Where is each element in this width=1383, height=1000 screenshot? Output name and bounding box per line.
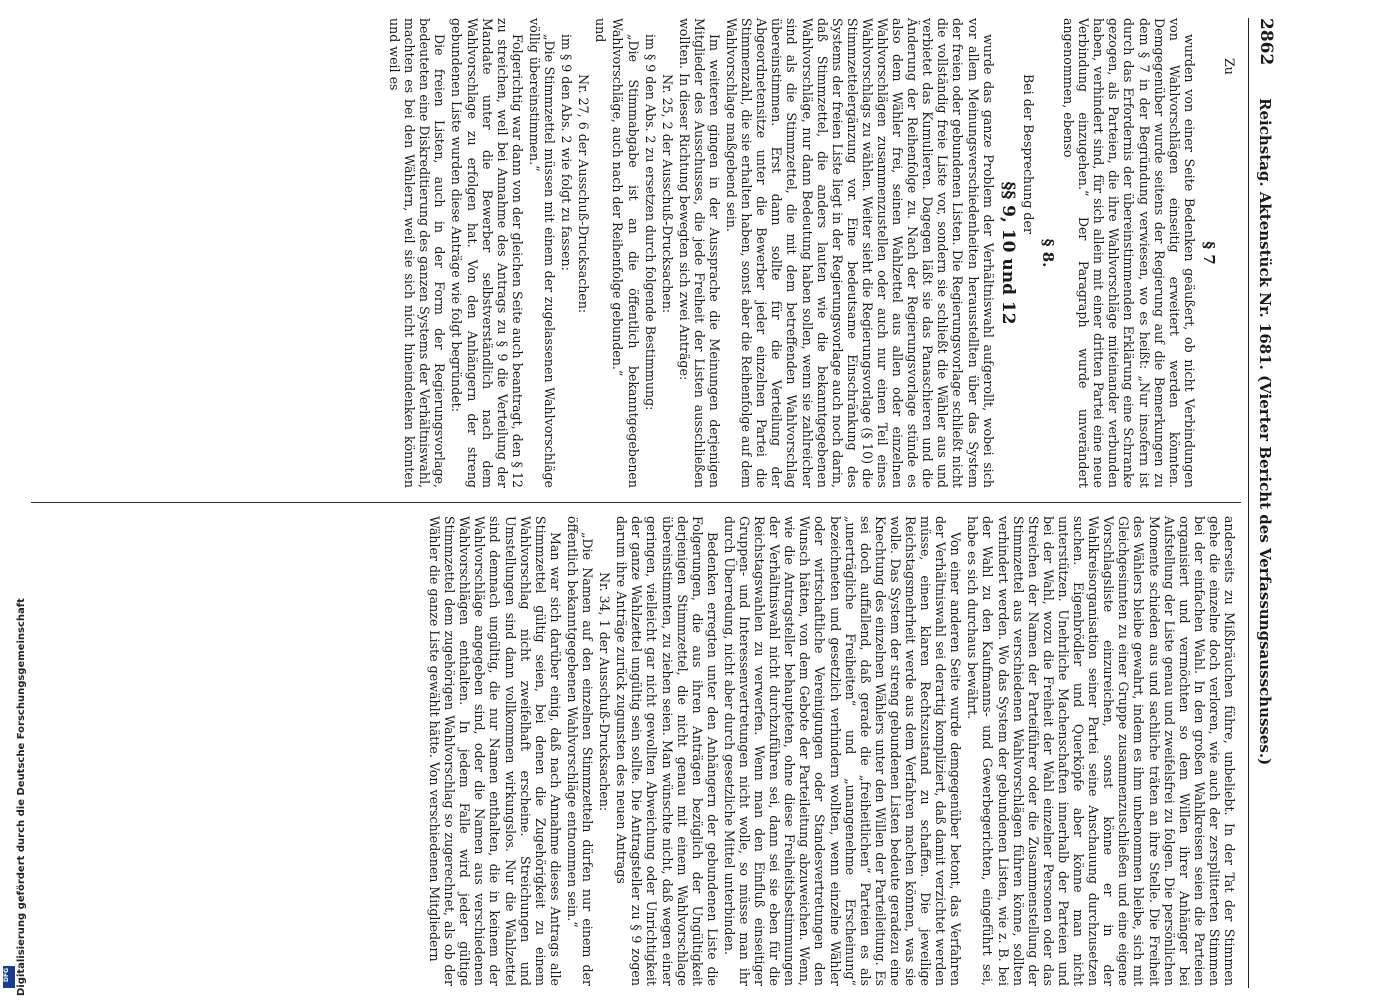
paragraph: Im weiteren gingen in der Aussprache die Meinungen derjenigen Mitglieder des Ausschusses, die jede Freiheit der Listen ausschließen wollten. In dieser Richtung bewegten sich zwei Anträge: <box>676 18 722 488</box>
right-column <box>425 516 1237 986</box>
paragraph: Bedenken erregten unter den Anhängern der gebundenen Liste die Folgerungen, die aus ihren Anträgen bezüglich der Ungültigkeit derjenigen Stimmzettel, die nicht genau mit einem Wahlvorschlage übereinstimmten, zu ziehen seien. Man wünschte nicht, daß wegen einer geringen, vielleicht gar nicht gewollten Abweichung oder Unrichtigkeit der ganze Wahlzettel ungültig sein sollte. Die Antragsteller zu § 9 zogen darum ihre Anträge zurück zugunsten des neuen Antrags <box>614 516 720 986</box>
paragraph: wurde das ganze Problem der Verhältniswahl aufgerollt, wobei sich vor allem Meinungsverschiedenheiten herausstellten über das System der freien oder gebundenen Listen. Die Regierungsvorlage schließt nicht die vollständig freie Liste vor, sondern sie schließt die Wähler aus und verbietet das Kumulieren. Dagegen läßt sie das Panaschieren und die Änderung der Reihenfolge zu. Nach der Regierungsvorlage stünde es also dem Wähler frei, seinen Wahlzettel aus allen oder einzelnen Wahlvorschlägen zusammenzustellen oder auch nur einen Teil eines Wahlvorschlags zu wählen. Weiter sieht die Regierungsvorlage (§ 10) die Stimmzettelergänzung vor. Eine bedeutsame Einschränkung des Systems der freien Liste liegt in der Regierungsvorlage auch noch darin, daß Stimmzettel, die anders lauten wie die bekanntgegebenen Wahlvorschläge, nur dann Bedeutung haben sollen, wenn sie zahlreicher sind als die Stimmzettel, die mit dem betreffenden Wahlvorschlag übereinstimmen. Erst dann sollte für die Verteilung der Abgeordnetensitze unter die Bewerber jeder einzelnen Partei die Stimmenzahl, die sie erhalten haben, sonst aber die Reihenfolge auf dem Wahlvorschlage maßgebend sein. <box>724 18 996 488</box>
document-page <box>25 18 1275 988</box>
reference-heading: Nr. 27, 6 der Ausschuß-Drucksachen: <box>576 74 592 314</box>
reference-heading: Nr. 25, 2 der Ausschuß-Drucksachen: <box>659 74 675 314</box>
dfg-logo <box>3 966 15 988</box>
digitization-note-text: Digitalisierung gefördert durch die Deutsche Forschungsgemeinschaft <box>16 598 27 996</box>
digitization-note <box>2 598 27 996</box>
paragraph: wurden von einer Seite Bedenken geäußert, ob nicht Verbindungen von Wahlvorschlägen einseitig erweitert werden könnten. Demgegenüber wurde seitens der Regierung auf die Bemerkungen zu dem § 7 in der Begründung verwiesen, wo es heißt: „Nur insofern ist durch das Erfordernis der übereinstimmenden Erklärung eine Schranke gezogen, als Parteien, die ihre Wahlvorschläge miteinander verbunden haben, verhindert sind, für sich allein mit einer dritten Partei eine neue Verbindung einzugehen.“ Der Paragraph wurde unverändert angenommen, ebenso <box>1061 18 1197 488</box>
section-lead: Bei der Besprechung der <box>1020 74 1036 234</box>
column-divider <box>31 502 1241 503</box>
reference-instruction: im § 9 den Abs. 2 wie folgt zu fassen: <box>559 34 575 271</box>
intro-text: Zu <box>1222 58 1237 75</box>
section-heading-7: § 7 <box>1199 241 1218 265</box>
paragraph: anderseits zu Mißbräuchen führe, unbeliebt. In der Tat der Stimmen gehe die einzelne doch verloren, wie auch der zersplitterten Stimmen bei der einfachen Wahl. In den großen Wahlkreisen seien die Parteien organisiert und vermöchten so dem Willen ihrer Anhänger bei Aufstellung der Liste genau und zweifelsfrei zu folgen. Die persönlichen Momente schieden aus und sachliche träten an ihre Stelle. Die Freiheit des Wählers bleibe gewahrt, indem es ihm unbenommen bleibe, sich mit Gleichgesinnten zu einer Gruppe zusammenzuschließen und eine eigene Vorschlagsliste einzureichen, sonst könne er in der Wahlkreisorganisation seiner Partei seine Anschauung durchzusetzen suchen. Eigenbrödler und Querköpfe aber könne man nicht unterstützen. Unehrliche Machenschaften innerhalb der Parteien und bei der Wahl, wozu die Freiheit der Wahl einzelner Personen oder das Streichen der Namen der Parteiführer oder die Zusammenstellung der Stimmzettel aus verschiedenen Wahlvorschlägen führen könne, sollten verhindert werden. Wo das System der gebundenen Listen, wie z. B. bei der Wahl zu den Kaufmanns- und Gewerbegerichten, eingeführt sei, habe es sich durchaus bewährt. <box>965 516 1237 986</box>
reference-heading: Nr. 34, 1 der Ausschuß-Drucksachen: <box>597 572 613 812</box>
quoted-provision: „Die Namen auf den einzelnen Stimmzetteln dürfen nur einem der öffentlich bekanntgegebenen Wahlvorschläge entnommen sein.“ <box>564 516 596 986</box>
quoted-provision: „Die Stimmabgabe ist an die öffentlich bekanntgegebenen Wahlvorschläge, auch nach der Reihenfolge gebunden.“ <box>610 18 641 488</box>
section-heading-9-10-12: §§ 9, 10 und 12 <box>997 181 1018 325</box>
paragraph: Folgerichtig war dann von der gleichen Seite auch beantragt, den § 12 zu streichen, weil bei Annahme des Antrags zu § 9 die Verteilung der Mandate unter die Bewerber selbstverständlich nach dem Wahlvorschlage zu erfolgen hat. Von den Anhängern der streng gebundenen Liste wurden diese Anträge wie folgt begründet: <box>449 18 525 488</box>
conjunction: und <box>593 18 609 43</box>
page-number: 2862 <box>1256 18 1276 66</box>
dfg-logo-text: DFG <box>3 967 10 982</box>
page-header <box>1248 18 1275 988</box>
reference-instruction: im § 9 den Abs. 2 zu ersetzen durch folgende Bestimmung: <box>642 34 658 411</box>
paragraph: Von einer anderen Seite wurde demgegenüber betont, das Verfahren der Verhältniswahl sei derartig kompliziert, daß damit verzichtet werden müsse, einen klaren Rechtszustand zu schaffen. Die jeweilige Reichstagsmehrheit werde aus dem Verfahren machen können, was sie wolle. Das System der streng gebundenen Listen bedeute geradezu eine Knechtung des einzelnen Wählers unter den Willen der Parteileitung. Es sei doch auffallend, daß gerade die „freiheitlichen“ Parteien es als „unerträgliche Freiheiten“ und „unangenehme Erscheinung“ bezeichneten und gesetzlich verhindern wollten, wenn einzelne Wähler oder wirtschaftliche Vereinigungen oder Standesvertretungen den Wunsch hätten, von dem Gebote der Parteileitung abzuweichen. Wenn, wie die Antragsteller behaupteten, ohne diese Freiheitsbestimmungen der Verhältniswahl nicht durchzuführen sei, dann sei sie eben für die Reichstagswahlen zu verwerfen. Wenn man den Einfluß einseitiger Gruppen- und Interessenvertretungen nicht wolle, so müsse man ihr durch Überredung, nicht aber durch gesetzliche Mittel unterbinden. <box>721 516 964 986</box>
quoted-provision: „Die Stimmzettel müssen mit einem der zugelassenen Wahlvorschläge völlig übereinstimmen.“ <box>526 18 558 488</box>
paragraph: Die freien Listen, auch in der Form der Regierungsvorlage, bedeuteten eine Diskreditierung des ganzen Systems der Verhältniswahl, machten es bei den Wählern, weil sie sich nicht hineindenken könnten und weil es <box>387 18 448 488</box>
left-column <box>385 18 1237 488</box>
paragraph: Man war sich darüber einig, daß nach Annahme dieses Antrags alle Stimmzettel gültig seien, bei denen die Zugehörigkeit zu einem Wahlvorschlag nicht zweifelhaft erscheine. Streichungen und Umstellungen sind dann vollkommen wirkungslos. Nur die Wahlzettel sind demnach ungültig, die nur Namen enthalten, die in keinem der Wahlvorschläge angegeben sind, oder die Namen aus verschiedenen Wahlvorschlägen enthalten. In jedem Falle wird jeder gültige Stimmzettel dem zugehörigen Wahlvorschlag so zugerechnet, als ob der Wähler die ganze Liste gewählt hätte. Von verschiedenen Mitgliedern <box>427 516 563 986</box>
page-title: Reichstag. Aktenstück Nr. 1681. (Vierter Bericht des Verfassungsausschusses.) <box>1256 98 1274 766</box>
section-heading-8: § 8. <box>1038 238 1057 268</box>
